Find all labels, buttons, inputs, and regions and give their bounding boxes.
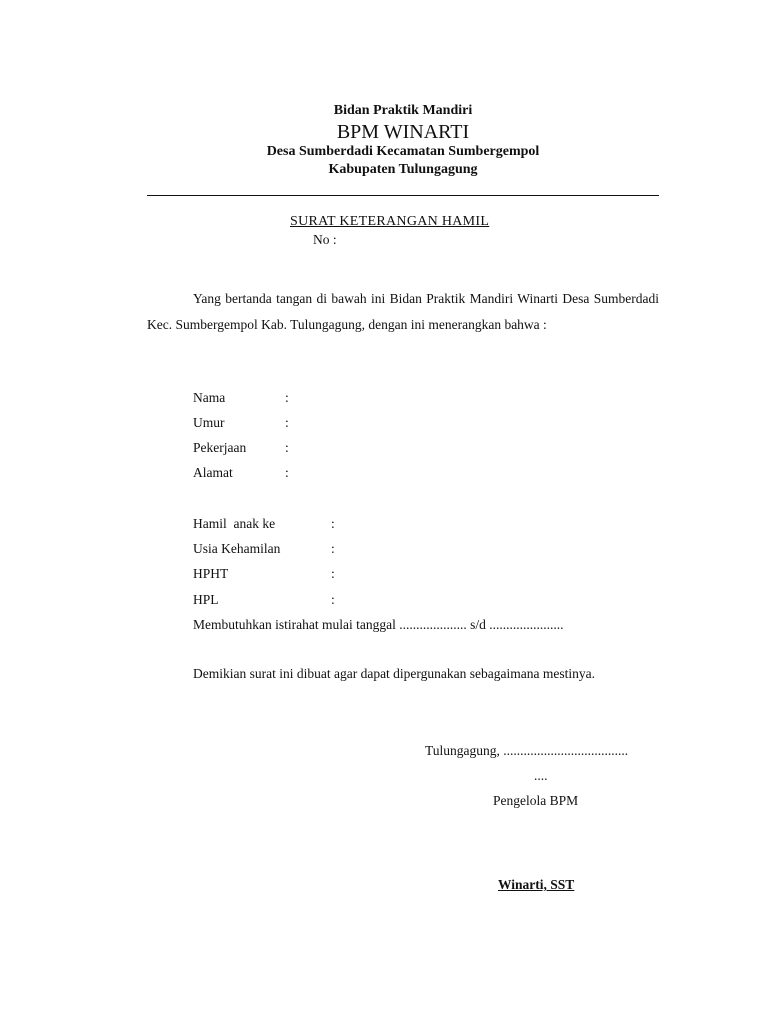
field-label-hamil-anak-ke: Hamil anak ke (193, 516, 276, 531)
signer-name: Winarti, SST (498, 877, 575, 892)
header-divider (147, 195, 659, 196)
field-separator: : (285, 440, 289, 455)
field-separator: : (331, 541, 335, 556)
document-title: SURAT KETERANGAN HAMIL (290, 214, 490, 229)
closing-statement: Demikian surat ini dibuat agar dapat dipergunakan sebagaimana mestinya. (193, 666, 595, 681)
field-label-alamat: Alamat (193, 465, 233, 480)
field-label-hpht: HPHT (193, 566, 229, 581)
field-separator: : (285, 415, 289, 430)
clinic-address: Desa Sumberdadi Kecamatan Sumbergempol (266, 144, 540, 159)
field-label-umur: Umur (193, 415, 225, 430)
clinic-name: BPM WINARTI (336, 121, 470, 143)
field-separator: : (331, 516, 335, 531)
place-date-line: Tulungagung, ..................................... (425, 743, 629, 758)
field-separator: : (285, 465, 289, 480)
field-separator: : (331, 566, 335, 581)
rest-period-line: Membutuhkan istirahat mulai tanggal .................... s/d ...................... (193, 617, 564, 632)
field-label-pekerjaan: Pekerjaan (193, 440, 247, 455)
signer-role: Pengelola BPM (493, 793, 579, 808)
document-number-label: No : (313, 232, 337, 247)
field-label-nama: Nama (193, 390, 226, 405)
place-date-continuation: .... (534, 768, 548, 783)
intro-paragraph: Yang bertanda tangan di bawah ini Bidan Praktik Mandiri Winarti Desa Sumberdadi Kec. Sumbergempol Kab. Tulungagung, dengan ini menerangkan bahwa : (147, 291, 659, 332)
field-separator: : (285, 390, 289, 405)
clinic-regency: Kabupaten Tulungagung (328, 162, 478, 177)
clinic-type: Bidan Praktik Mandiri (333, 103, 473, 118)
field-label-usia-kehamilan: Usia Kehamilan (193, 541, 281, 556)
field-separator: : (331, 592, 335, 607)
field-label-hpl: HPL (193, 592, 219, 607)
